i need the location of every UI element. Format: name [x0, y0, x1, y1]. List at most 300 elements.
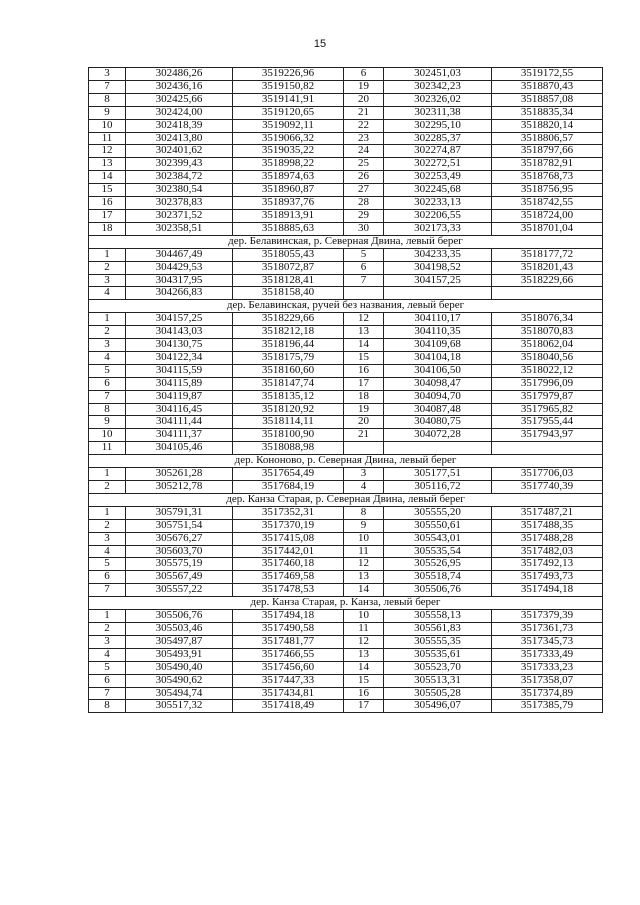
- table-row: [89, 145, 603, 158]
- x-coordinate-cell: 305575,19: [126, 558, 233, 571]
- section-header-row: [89, 455, 603, 468]
- point-number-cell: 30: [344, 222, 384, 235]
- table-row: [89, 106, 603, 119]
- point-number-cell: 1: [89, 468, 126, 481]
- x-coordinate-cell: 304198,52: [384, 261, 492, 274]
- table-row: [89, 648, 603, 661]
- point-number-cell: 5: [344, 248, 384, 261]
- x-coordinate-cell: 305791,31: [126, 506, 233, 519]
- x-coordinate-cell: 305567,49: [126, 571, 233, 584]
- x-coordinate-cell: 304110,35: [384, 326, 492, 339]
- x-coordinate-cell: 302413,80: [126, 132, 233, 145]
- table-row: [89, 545, 603, 558]
- y-coordinate-cell: 3518147,74: [233, 377, 344, 390]
- x-coordinate-cell: 305558,13: [384, 610, 492, 623]
- x-coordinate-cell: 302451,03: [384, 68, 492, 81]
- point-number-cell: 9: [89, 106, 126, 119]
- y-coordinate-cell: 3517333,23: [492, 661, 603, 674]
- table-row: [89, 532, 603, 545]
- x-coordinate-cell: 304111,37: [126, 429, 233, 442]
- page-number: 15: [313, 38, 327, 50]
- y-coordinate-cell: [492, 442, 603, 455]
- point-number-cell: 7: [344, 274, 384, 287]
- point-number-cell: 12: [344, 313, 384, 326]
- y-coordinate-cell: 3517965,82: [492, 403, 603, 416]
- y-coordinate-cell: 3517434,81: [233, 687, 344, 700]
- y-coordinate-cell: 3518120,92: [233, 403, 344, 416]
- point-number-cell: 2: [89, 261, 126, 274]
- x-coordinate-cell: 304087,48: [384, 403, 492, 416]
- point-number-cell: 3: [89, 339, 126, 352]
- x-coordinate-cell: 305518,74: [384, 571, 492, 584]
- table-row: [89, 287, 603, 300]
- table-row: [89, 519, 603, 532]
- y-coordinate-cell: 3518212,18: [233, 326, 344, 339]
- x-coordinate-cell: 304467,49: [126, 248, 233, 261]
- x-coordinate-cell: 304080,75: [384, 416, 492, 429]
- y-coordinate-cell: 3517415,08: [233, 532, 344, 545]
- y-coordinate-cell: 3519066,32: [233, 132, 344, 145]
- x-coordinate-cell: 302486,26: [126, 68, 233, 81]
- table-row: [89, 390, 603, 403]
- y-coordinate-cell: 3518913,91: [233, 209, 344, 222]
- x-coordinate-cell: 305543,01: [384, 532, 492, 545]
- y-coordinate-cell: 3518974,63: [233, 171, 344, 184]
- point-number-cell: 11: [89, 442, 126, 455]
- section-header-row: [89, 300, 603, 313]
- y-coordinate-cell: 3518768,73: [492, 171, 603, 184]
- table-row: [89, 506, 603, 519]
- x-coordinate-cell: 304094,70: [384, 390, 492, 403]
- x-coordinate-cell: 304072,28: [384, 429, 492, 442]
- y-coordinate-cell: 3517494,18: [492, 584, 603, 597]
- section-title: дер. Белавинская, ручей без названия, левый берег: [89, 300, 603, 313]
- x-coordinate-cell: 305535,54: [384, 545, 492, 558]
- table-row: [89, 571, 603, 584]
- x-coordinate-cell: 305513,31: [384, 674, 492, 687]
- point-number-cell: [344, 287, 384, 300]
- x-coordinate-cell: 302436,16: [126, 80, 233, 93]
- point-number-cell: 10: [89, 119, 126, 132]
- table-row: [89, 261, 603, 274]
- table-row: [89, 416, 603, 429]
- y-coordinate-cell: 3519141,91: [233, 93, 344, 106]
- point-number-cell: 3: [89, 274, 126, 287]
- point-number-cell: 2: [89, 622, 126, 635]
- section-title: дер. Канза Старая, р. Северная Двина, левый берег: [89, 493, 603, 506]
- y-coordinate-cell: 3517996,09: [492, 377, 603, 390]
- point-number-cell: 13: [344, 326, 384, 339]
- point-number-cell: 5: [89, 558, 126, 571]
- y-coordinate-cell: 3517979,87: [492, 390, 603, 403]
- x-coordinate-cell: 305550,61: [384, 519, 492, 532]
- x-coordinate-cell: 304119,87: [126, 390, 233, 403]
- y-coordinate-cell: 3517494,18: [233, 610, 344, 623]
- y-coordinate-cell: 3518806,57: [492, 132, 603, 145]
- point-number-cell: 8: [89, 93, 126, 106]
- x-coordinate-cell: 302371,52: [126, 209, 233, 222]
- x-coordinate-cell: 302233,13: [384, 197, 492, 210]
- table-row: [89, 209, 603, 222]
- point-number-cell: 6: [344, 261, 384, 274]
- y-coordinate-cell: 3518835,34: [492, 106, 603, 119]
- point-number-cell: 18: [344, 390, 384, 403]
- x-coordinate-cell: 305676,27: [126, 532, 233, 545]
- point-number-cell: 22: [344, 119, 384, 132]
- x-coordinate-cell: 302285,37: [384, 132, 492, 145]
- point-number-cell: 3: [89, 68, 126, 81]
- table-row: [89, 339, 603, 352]
- y-coordinate-cell: 3518055,43: [233, 248, 344, 261]
- y-coordinate-cell: 3519150,82: [233, 80, 344, 93]
- table-row: [89, 429, 603, 442]
- point-number-cell: 16: [344, 687, 384, 700]
- x-coordinate-cell: 304266,83: [126, 287, 233, 300]
- point-number-cell: 17: [344, 377, 384, 390]
- point-number-cell: 15: [344, 351, 384, 364]
- point-number-cell: 8: [89, 700, 126, 713]
- table-row: [89, 687, 603, 700]
- y-coordinate-cell: 3517447,33: [233, 674, 344, 687]
- y-coordinate-cell: 3517492,13: [492, 558, 603, 571]
- x-coordinate-cell: 305517,32: [126, 700, 233, 713]
- x-coordinate-cell: 302384,72: [126, 171, 233, 184]
- y-coordinate-cell: 3518196,44: [233, 339, 344, 352]
- x-coordinate-cell: [384, 287, 492, 300]
- y-coordinate-cell: 3518088,98: [233, 442, 344, 455]
- point-number-cell: 19: [344, 80, 384, 93]
- point-number-cell: 8: [344, 506, 384, 519]
- y-coordinate-cell: 3517379,39: [492, 610, 603, 623]
- y-coordinate-cell: 3518040,56: [492, 351, 603, 364]
- x-coordinate-cell: 305212,78: [126, 481, 233, 494]
- x-coordinate-cell: 305555,35: [384, 635, 492, 648]
- x-coordinate-cell: 302378,83: [126, 197, 233, 210]
- y-coordinate-cell: 3517352,31: [233, 506, 344, 519]
- x-coordinate-cell: 304115,59: [126, 364, 233, 377]
- x-coordinate-cell: 302272,51: [384, 158, 492, 171]
- table-row: [89, 313, 603, 326]
- x-coordinate-cell: 302206,55: [384, 209, 492, 222]
- section-title: дер. Кононово, р. Северная Двина, левый берег: [89, 455, 603, 468]
- y-coordinate-cell: 3517460,18: [233, 558, 344, 571]
- point-number-cell: 29: [344, 209, 384, 222]
- y-coordinate-cell: 3518870,43: [492, 80, 603, 93]
- coordinates-table: [88, 67, 603, 713]
- y-coordinate-cell: 3517442,01: [233, 545, 344, 558]
- x-coordinate-cell: 305494,74: [126, 687, 233, 700]
- y-coordinate-cell: 3517466,55: [233, 648, 344, 661]
- point-number-cell: 20: [344, 416, 384, 429]
- point-number-cell: 13: [344, 571, 384, 584]
- x-coordinate-cell: 304143,03: [126, 326, 233, 339]
- y-coordinate-cell: 3517333,49: [492, 648, 603, 661]
- y-coordinate-cell: 3518998,22: [233, 158, 344, 171]
- point-number-cell: 6: [344, 68, 384, 81]
- point-number-cell: 26: [344, 171, 384, 184]
- y-coordinate-cell: 3517478,53: [233, 584, 344, 597]
- y-coordinate-cell: 3518782,91: [492, 158, 603, 171]
- x-coordinate-cell: 305490,62: [126, 674, 233, 687]
- y-coordinate-cell: 3518177,72: [492, 248, 603, 261]
- table-row: [89, 197, 603, 210]
- y-coordinate-cell: 3518070,83: [492, 326, 603, 339]
- y-coordinate-cell: 3518724,00: [492, 209, 603, 222]
- y-coordinate-cell: 3518135,12: [233, 390, 344, 403]
- table-row: [89, 222, 603, 235]
- point-number-cell: 10: [344, 532, 384, 545]
- y-coordinate-cell: 3518820,14: [492, 119, 603, 132]
- point-number-cell: 15: [344, 674, 384, 687]
- x-coordinate-cell: 305177,51: [384, 468, 492, 481]
- point-number-cell: 6: [89, 674, 126, 687]
- y-coordinate-cell: 3517955,44: [492, 416, 603, 429]
- x-coordinate-cell: 305523,70: [384, 661, 492, 674]
- y-coordinate-cell: 3518128,41: [233, 274, 344, 287]
- point-number-cell: 13: [344, 648, 384, 661]
- point-number-cell: 16: [89, 197, 126, 210]
- point-number-cell: 25: [344, 158, 384, 171]
- table-row: [89, 274, 603, 287]
- point-number-cell: 5: [89, 661, 126, 674]
- point-number-cell: 1: [89, 506, 126, 519]
- point-number-cell: 4: [89, 351, 126, 364]
- x-coordinate-cell: 304130,75: [126, 339, 233, 352]
- y-coordinate-cell: 3517482,03: [492, 545, 603, 558]
- point-number-cell: 2: [89, 326, 126, 339]
- y-coordinate-cell: 3517684,19: [233, 481, 344, 494]
- y-coordinate-cell: 3518022,12: [492, 364, 603, 377]
- point-number-cell: 12: [89, 145, 126, 158]
- table-row: [89, 558, 603, 571]
- x-coordinate-cell: 305555,20: [384, 506, 492, 519]
- x-coordinate-cell: 305506,76: [384, 584, 492, 597]
- y-coordinate-cell: 3517493,73: [492, 571, 603, 584]
- y-coordinate-cell: 3518857,08: [492, 93, 603, 106]
- x-coordinate-cell: 302173,33: [384, 222, 492, 235]
- x-coordinate-cell: 304098,47: [384, 377, 492, 390]
- point-number-cell: 17: [89, 209, 126, 222]
- table-row: [89, 119, 603, 132]
- point-number-cell: 7: [89, 687, 126, 700]
- table-row: [89, 442, 603, 455]
- section-header-row: [89, 235, 603, 248]
- y-coordinate-cell: [492, 287, 603, 300]
- table-row: [89, 635, 603, 648]
- table-row: [89, 622, 603, 635]
- x-coordinate-cell: 305496,07: [384, 700, 492, 713]
- point-number-cell: 23: [344, 132, 384, 145]
- y-coordinate-cell: 3519035,22: [233, 145, 344, 158]
- table-row: [89, 468, 603, 481]
- point-number-cell: 1: [89, 610, 126, 623]
- x-coordinate-cell: 302253,49: [384, 171, 492, 184]
- y-coordinate-cell: 3517481,77: [233, 635, 344, 648]
- x-coordinate-cell: 304233,35: [384, 248, 492, 261]
- x-coordinate-cell: 304106,50: [384, 364, 492, 377]
- y-coordinate-cell: 3519120,65: [233, 106, 344, 119]
- table-row: [89, 700, 603, 713]
- table-row: [89, 326, 603, 339]
- y-coordinate-cell: 3517358,07: [492, 674, 603, 687]
- y-coordinate-cell: 3518229,66: [492, 274, 603, 287]
- table-row: [89, 377, 603, 390]
- table-row: [89, 80, 603, 93]
- y-coordinate-cell: 3517418,49: [233, 700, 344, 713]
- x-coordinate-cell: 302380,54: [126, 184, 233, 197]
- x-coordinate-cell: 302274,87: [384, 145, 492, 158]
- y-coordinate-cell: 3518114,11: [233, 416, 344, 429]
- point-number-cell: 10: [89, 429, 126, 442]
- y-coordinate-cell: 3517488,35: [492, 519, 603, 532]
- point-number-cell: 7: [89, 390, 126, 403]
- y-coordinate-cell: 3518201,43: [492, 261, 603, 274]
- x-coordinate-cell: 305561,83: [384, 622, 492, 635]
- x-coordinate-cell: 302401,62: [126, 145, 233, 158]
- point-number-cell: 14: [89, 171, 126, 184]
- x-coordinate-cell: 302358,51: [126, 222, 233, 235]
- y-coordinate-cell: 3518701,04: [492, 222, 603, 235]
- y-coordinate-cell: 3518160,60: [233, 364, 344, 377]
- point-number-cell: 12: [344, 558, 384, 571]
- table-row: [89, 158, 603, 171]
- point-number-cell: 21: [344, 106, 384, 119]
- x-coordinate-cell: 305603,70: [126, 545, 233, 558]
- point-number-cell: 9: [344, 519, 384, 532]
- point-number-cell: 3: [89, 532, 126, 545]
- point-number-cell: 4: [89, 287, 126, 300]
- x-coordinate-cell: 305497,87: [126, 635, 233, 648]
- y-coordinate-cell: 3519092,11: [233, 119, 344, 132]
- point-number-cell: 13: [89, 158, 126, 171]
- y-coordinate-cell: 3518062,04: [492, 339, 603, 352]
- table-row: [89, 674, 603, 687]
- point-number-cell: 1: [89, 313, 126, 326]
- table-row: [89, 584, 603, 597]
- table-row: [89, 184, 603, 197]
- point-number-cell: 4: [89, 648, 126, 661]
- y-coordinate-cell: 3519226,96: [233, 68, 344, 81]
- point-number-cell: 18: [89, 222, 126, 235]
- coordinates-table-body: [89, 68, 603, 713]
- x-coordinate-cell: [384, 442, 492, 455]
- y-coordinate-cell: 3518158,40: [233, 287, 344, 300]
- x-coordinate-cell: 305535,61: [384, 648, 492, 661]
- x-coordinate-cell: 304116,45: [126, 403, 233, 416]
- table-row: [89, 610, 603, 623]
- x-coordinate-cell: 304104,18: [384, 351, 492, 364]
- point-number-cell: 1: [89, 248, 126, 261]
- point-number-cell: 17: [344, 700, 384, 713]
- point-number-cell: 19: [344, 403, 384, 416]
- section-header-row: [89, 493, 603, 506]
- point-number-cell: 3: [89, 635, 126, 648]
- point-number-cell: 21: [344, 429, 384, 442]
- x-coordinate-cell: 302424,00: [126, 106, 233, 119]
- y-coordinate-cell: 3519172,55: [492, 68, 603, 81]
- x-coordinate-cell: 305506,76: [126, 610, 233, 623]
- x-coordinate-cell: 304157,25: [126, 313, 233, 326]
- table-row: [89, 132, 603, 145]
- x-coordinate-cell: 302311,38: [384, 106, 492, 119]
- x-coordinate-cell: 302399,43: [126, 158, 233, 171]
- table-row: [89, 68, 603, 81]
- y-coordinate-cell: 3518076,34: [492, 313, 603, 326]
- x-coordinate-cell: 305490,40: [126, 661, 233, 674]
- x-coordinate-cell: 305505,28: [384, 687, 492, 700]
- y-coordinate-cell: 3518742,55: [492, 197, 603, 210]
- x-coordinate-cell: 304429,53: [126, 261, 233, 274]
- y-coordinate-cell: 3517361,73: [492, 622, 603, 635]
- point-number-cell: 11: [89, 132, 126, 145]
- table-row: [89, 351, 603, 364]
- section-title: дер. Белавинская, р. Северная Двина, левый берег: [89, 235, 603, 248]
- table-row: [89, 481, 603, 494]
- y-coordinate-cell: 3517370,19: [233, 519, 344, 532]
- point-number-cell: 7: [89, 80, 126, 93]
- x-coordinate-cell: 302245,68: [384, 184, 492, 197]
- y-coordinate-cell: 3517374,89: [492, 687, 603, 700]
- y-coordinate-cell: 3517706,03: [492, 468, 603, 481]
- y-coordinate-cell: 3517469,58: [233, 571, 344, 584]
- y-coordinate-cell: 3517943,97: [492, 429, 603, 442]
- y-coordinate-cell: 3518937,76: [233, 197, 344, 210]
- y-coordinate-cell: 3518072,87: [233, 261, 344, 274]
- section-title: дер. Канза Старая, р. Канза, левый берег: [89, 597, 603, 610]
- point-number-cell: 6: [89, 571, 126, 584]
- y-coordinate-cell: 3517456,60: [233, 661, 344, 674]
- table-row: [89, 93, 603, 106]
- x-coordinate-cell: 305557,22: [126, 584, 233, 597]
- table-row: [89, 171, 603, 184]
- point-number-cell: 8: [89, 403, 126, 416]
- point-number-cell: 3: [344, 468, 384, 481]
- y-coordinate-cell: 3518756,95: [492, 184, 603, 197]
- point-number-cell: 14: [344, 339, 384, 352]
- x-coordinate-cell: 302326,02: [384, 93, 492, 106]
- point-number-cell: 2: [89, 481, 126, 494]
- x-coordinate-cell: 305503,46: [126, 622, 233, 635]
- section-header-row: [89, 597, 603, 610]
- point-number-cell: 16: [344, 364, 384, 377]
- y-coordinate-cell: 3517345,73: [492, 635, 603, 648]
- x-coordinate-cell: 304115,89: [126, 377, 233, 390]
- point-number-cell: [344, 442, 384, 455]
- x-coordinate-cell: 304110,17: [384, 313, 492, 326]
- point-number-cell: 12: [344, 635, 384, 648]
- point-number-cell: 11: [344, 545, 384, 558]
- y-coordinate-cell: 3517487,21: [492, 506, 603, 519]
- y-coordinate-cell: 3517488,28: [492, 532, 603, 545]
- point-number-cell: 5: [89, 364, 126, 377]
- x-coordinate-cell: 305526,95: [384, 558, 492, 571]
- table-row: [89, 403, 603, 416]
- point-number-cell: 14: [344, 584, 384, 597]
- table-row: [89, 661, 603, 674]
- x-coordinate-cell: 305751,54: [126, 519, 233, 532]
- point-number-cell: 11: [344, 622, 384, 635]
- point-number-cell: 14: [344, 661, 384, 674]
- point-number-cell: 4: [89, 545, 126, 558]
- y-coordinate-cell: 3518229,66: [233, 313, 344, 326]
- x-coordinate-cell: 302342,23: [384, 80, 492, 93]
- x-coordinate-cell: 302418,39: [126, 119, 233, 132]
- point-number-cell: 27: [344, 184, 384, 197]
- x-coordinate-cell: 305116,72: [384, 481, 492, 494]
- table-row: [89, 364, 603, 377]
- point-number-cell: 28: [344, 197, 384, 210]
- x-coordinate-cell: 304157,25: [384, 274, 492, 287]
